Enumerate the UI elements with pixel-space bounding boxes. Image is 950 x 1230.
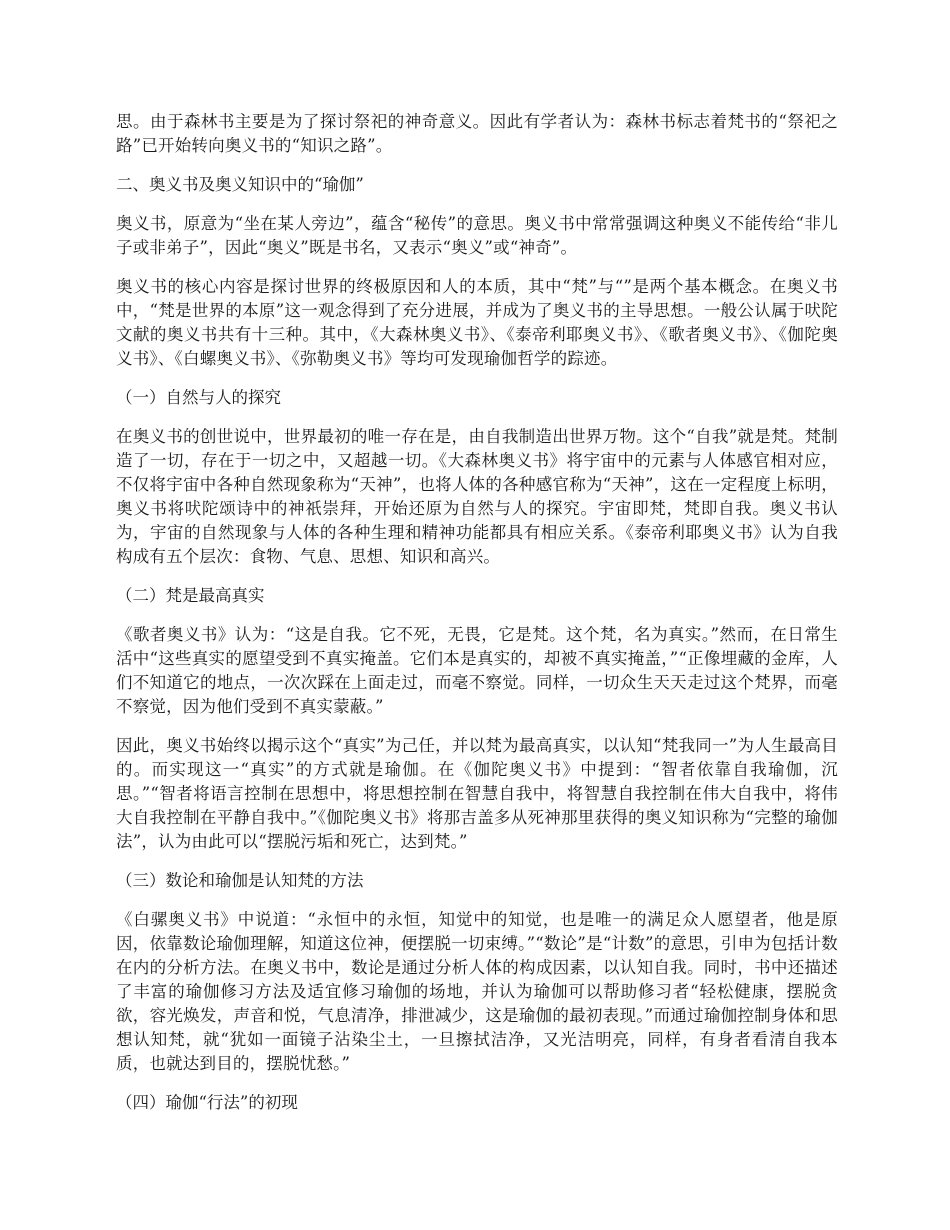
paragraph-upanishad-meaning: 奥义书，原意为“坐在某人旁边”，蕴含“秘传”的意思。奥义书中常常强调这种奥义不能传给“非儿子或非弟子”，因此“奥义”既是书名，又表示“奥义”或“神奇”。: [116, 214, 838, 257]
paragraph-nature-and-human: 在奥义书的创世说中，世界最初的唯一存在是，由自我制造出世界万物。这个“自我”就是梵。梵制造了一切，存在于一切之中，又超越一切。《大森林奥义书》将宇宙中的元素与人体感官相对应，不仅将宇宙中各种自然现象称为“天神”，也将人体的各种感官称为“天神”，这在一定程度上标明，奥义书将吠陀颂诗中的神祇崇拜，开始还原为自然与人的探究。宇宙即梵，梵即自我。奥义书认为，宇宙的自然现象与人体的各种生理和精神功能都具有相应关系。《泰帝利耶奥义书》认为自我构成有五个层次：食物、气息、思想、知识和高兴。: [116, 427, 838, 566]
document-page: [116, 110, 838, 1130]
subheading-2: （二）梵是最高真实: [116, 586, 265, 605]
paragraph-upanishad-core: 奥义书的核心内容是探讨世界的终极原因和人的本质，其中“梵”与“”是两个基本概念。在奥义书中，“梵是世界的本原”这一观念得到了充分进展，并成为了奥义书的主导思想。一般公认属于吠陀文献的奥义书共有十三种。其中，《大森林奥义书》、《泰帝利耶奥义书》、《歌者奥义书》、《伽陀奥义书》、《白螺奥义书》、《弥勒奥义书》等均可发现瑜伽哲学的踪迹。: [116, 277, 838, 368]
paragraph-brahman-truth: 《歌者奥义书》认为：“这是自我。它不死，无畏，它是梵。这个梵，名为真实。”然而，在日常生活中“这些真实的愿望受到不真实掩盖。它们本是真实的，却被不真实掩盖，”“正像埋藏的金库，人们不知道它的地点，一次次踩在上面走过，而毫不察觉。同样，一切众生天天走过这个梵界，而毫不察觉，因为他们受到不真实蒙蔽。”: [116, 625, 838, 716]
paragraph-yoga-way: 因此，奥义书始终以揭示这个“真实”为己任，并以梵为最高真实，以认知“梵我同一”为人生最高目的。而实现这一“真实”的方式就是瑜伽。在《伽陀奥义书》中提到：“智者依靠自我瑜伽，沉思。”“智者将语言控制在思想中，将思想控制在智慧自我中，将智慧自我控制在伟大自我中，将伟大自我控制在平静自我中。”《伽陀奥义书》将那吉盖多从死神那里获得的奥义知识称为“完整的瑜伽法”，认为由此可以“摆脱污垢和死亡，达到梵。”: [116, 736, 838, 851]
subheading-1: （一）自然与人的探究: [116, 388, 281, 407]
subheading-4: （四）瑜伽“行法”的初现: [116, 1093, 298, 1112]
paragraph-intro-continuation: 思。由于森林书主要是为了探讨祭祀的神奇意义。因此有学者认为：森林书标志着梵书的“祭祀之路”已开始转向奥义书的“知识之路”。: [116, 112, 838, 155]
subheading-3: （三）数论和瑜伽是认知梵的方法: [116, 871, 364, 890]
section-heading-2: 二、奥义书及奥义知识中的“瑜伽”: [116, 175, 364, 194]
paragraph-samkhya-yoga: 《白骡奥义书》中说道：“永恒中的永恒，知觉中的知觉，也是唯一的满足众人愿望者，他是原因，依靠数论瑜伽理解，知道这位神，便摆脱一切束缚。”“数论”是“计数”的意思，引申为包括计数在内的分析方法。在奥义书中，数论是通过分析人体的构成因素，以认知自我。同时，书中还描述了丰富的瑜伽修习方法及适宜修习瑜伽的场地，并认为瑜伽可以帮助修习者“轻松健康，摆脱贪欲，容光焕发，声音和悦，气息清净，排泄减少，这是瑜伽的最初表现。”而通过瑜伽控制身体和思想认知梵，就“犹如一面镜子沾染尘土，一旦擦拭洁净，又光洁明亮，同样，有身者看清自我本质，也就达到目的，摆脱忧愁。”: [116, 910, 838, 1073]
